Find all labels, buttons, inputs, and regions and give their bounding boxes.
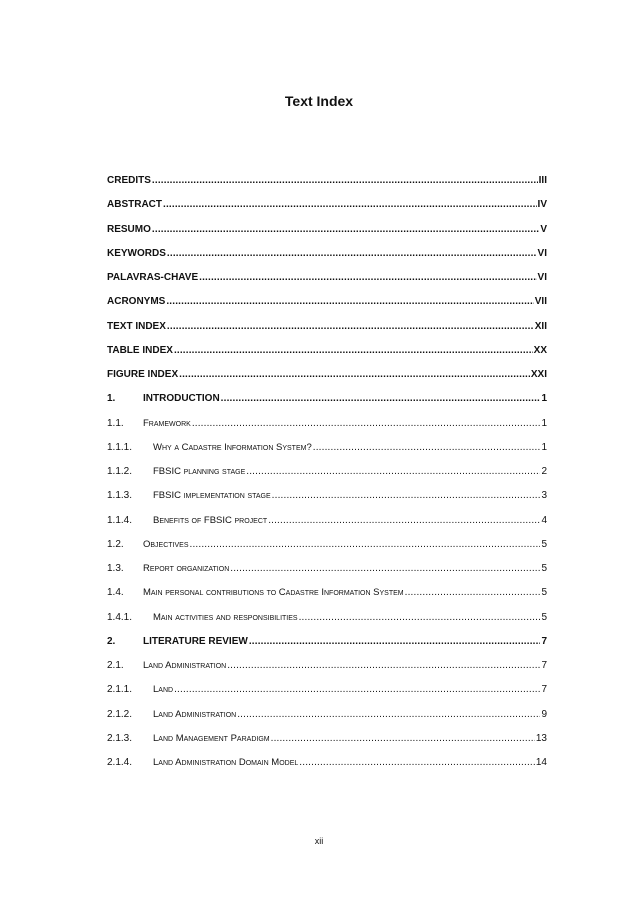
toc-entry[interactable] [107, 392, 547, 406]
toc-entry-label: Land Administration Domain Model [153, 757, 299, 768]
toc-entry-number: 1. [107, 393, 116, 405]
toc-entry[interactable] [107, 562, 547, 576]
toc-dot-leader [227, 659, 540, 673]
toc-entry-label: TEXT INDEX [107, 320, 166, 332]
toc-dot-leader [199, 271, 536, 285]
toc-entry-number: 1.2. [107, 538, 124, 550]
toc-dot-leader [230, 562, 540, 576]
toc-entry-page: 7 [541, 660, 547, 671]
toc-entry-label: Objectives [143, 538, 189, 550]
toc-entry[interactable] [107, 756, 547, 770]
toc-dot-leader [271, 732, 535, 746]
toc-entry-label: ACRONYMS [107, 296, 166, 308]
toc-entry-label: Framework [143, 417, 191, 429]
toc-entry[interactable] [107, 489, 547, 503]
toc-entry-label: Main activities and responsibilities [153, 611, 298, 623]
toc-entry-page: 3 [541, 490, 547, 502]
toc-dot-leader [221, 392, 541, 406]
toc-entry-number: 1.1.4. [107, 514, 133, 526]
toc-entry-number: 1.4. [107, 587, 124, 599]
toc-entry-number: 1.1.1. [107, 441, 133, 453]
toc-entry-number: 1.4.1. [107, 611, 133, 623]
toc-entry[interactable] [107, 320, 547, 334]
toc-dot-leader [272, 489, 541, 503]
toc-entry-page: VI [537, 247, 547, 259]
toc-entry-label: Land Administration [153, 708, 237, 720]
toc-entry[interactable] [107, 174, 547, 188]
toc-entry-label: Land Management Paradigm [153, 732, 270, 744]
toc-dot-leader [237, 708, 540, 722]
toc-entry[interactable] [107, 708, 547, 722]
toc-entry-label: Main personal contributions to Cadastre Information System [143, 587, 404, 599]
toc-entry-page: VI [537, 272, 547, 283]
toc-dot-leader [179, 368, 530, 382]
page-title: Text Index [284, 93, 354, 109]
toc-entry[interactable] [107, 538, 547, 552]
toc-entry-page: 13 [535, 732, 547, 744]
toc-entry[interactable] [107, 368, 547, 382]
toc-entry-page: 2 [541, 466, 547, 477]
toc-dot-leader [249, 635, 541, 649]
toc-entry-label: Benefits of FBSIC project [153, 514, 268, 526]
toc-entry-number: 2.1.2. [107, 708, 133, 720]
toc-entry-page: 4 [541, 514, 547, 526]
toc-dot-leader [299, 756, 535, 770]
toc-entry-label: KEYWORDS [107, 247, 166, 259]
toc-entry-label: FIGURE INDEX [107, 369, 179, 380]
toc-entry-number: 1.1.2. [107, 466, 133, 477]
toc-entry[interactable] [107, 659, 547, 673]
toc-entry-label: Why a Cadastre Information System? [153, 441, 312, 453]
toc-entry[interactable] [107, 441, 547, 455]
toc-entry[interactable] [107, 683, 547, 697]
toc-entry-label: PALAVRAS-CHAVE [107, 272, 199, 283]
toc-entry-page: 9 [541, 708, 547, 720]
toc-dot-leader [313, 441, 541, 455]
toc-entry-page: 5 [541, 563, 547, 574]
toc-entry-number: 1.1. [107, 417, 124, 429]
toc-entry-page: 14 [535, 757, 547, 768]
toc-entry-page: III [538, 175, 547, 186]
toc-dot-leader [167, 320, 534, 334]
toc-dot-leader [174, 683, 540, 697]
toc-entry[interactable] [107, 247, 547, 261]
toc-entry-label: FBSIC planning stage [153, 466, 246, 477]
toc-dot-leader [152, 223, 539, 237]
toc-entry-page: XX [533, 344, 547, 356]
toc-entry-label: TABLE INDEX [107, 344, 173, 356]
toc-entry-page: 5 [541, 587, 547, 599]
toc-entry-page: V [540, 223, 547, 235]
toc-entry-label: CREDITS [107, 175, 151, 186]
toc-entry[interactable] [107, 586, 547, 600]
toc-entry[interactable] [107, 223, 547, 237]
toc-entry-page: 1 [541, 393, 547, 405]
toc-entry-page: 5 [541, 611, 547, 623]
toc-entry-number: 2.1. [107, 660, 124, 671]
toc-entry-label: INTRODUCTION [143, 393, 220, 405]
toc-entry-number: 2.1.4. [107, 757, 133, 768]
toc-entry-number: 2. [107, 635, 116, 647]
toc-entry-number: 1.1.3. [107, 490, 133, 502]
toc-entry-page: XII [534, 320, 547, 332]
toc-entry-page: 7 [541, 684, 547, 696]
toc-entry-page: 1 [541, 417, 547, 429]
toc-entry[interactable] [107, 514, 547, 528]
toc-entry-label: ABSTRACT [107, 199, 162, 211]
toc-entry-label: Land Administration [143, 660, 227, 671]
toc-entry[interactable] [107, 611, 547, 625]
toc-entry-page: 7 [541, 635, 547, 647]
toc-entry-label: LITERATURE REVIEW [143, 635, 248, 647]
toc-entry-page: IV [537, 199, 547, 211]
toc-dot-leader [152, 174, 538, 188]
toc-entry-label: RESUMO [107, 223, 151, 235]
toc-dot-leader [299, 611, 541, 625]
toc-entry[interactable] [107, 271, 547, 285]
toc-dot-leader [192, 417, 541, 431]
toc-entry-page: XXI [530, 369, 547, 380]
toc-entry-page: VII [534, 296, 547, 308]
toc-entry-number: 2.1.3. [107, 732, 133, 744]
toc-entry-page: 5 [541, 538, 547, 550]
toc-entry[interactable] [107, 635, 547, 649]
toc-entry-number: 1.3. [107, 563, 124, 574]
toc-dot-leader [405, 586, 541, 600]
toc-dot-leader [166, 295, 533, 309]
toc-entry[interactable] [107, 344, 547, 358]
toc-dot-leader [174, 344, 533, 358]
toc-entry[interactable] [107, 417, 547, 431]
toc-entry[interactable] [107, 732, 547, 746]
toc-dot-leader [246, 465, 540, 479]
toc-dot-leader [163, 198, 537, 212]
toc-dot-leader [167, 247, 537, 261]
page-number: xii [314, 836, 324, 846]
toc-dot-leader [190, 538, 541, 552]
toc-entry-page: 1 [541, 441, 547, 453]
toc-entry[interactable] [107, 465, 547, 479]
toc-entry-label: Report organization [143, 563, 230, 574]
toc-entry-number: 2.1.1. [107, 684, 133, 696]
toc-entry-label: FBSIC implementation stage [153, 490, 271, 502]
toc-entry[interactable] [107, 198, 547, 212]
toc-dot-leader [268, 514, 540, 528]
toc-entry-label: Land [153, 684, 174, 696]
toc-entry[interactable] [107, 295, 547, 309]
